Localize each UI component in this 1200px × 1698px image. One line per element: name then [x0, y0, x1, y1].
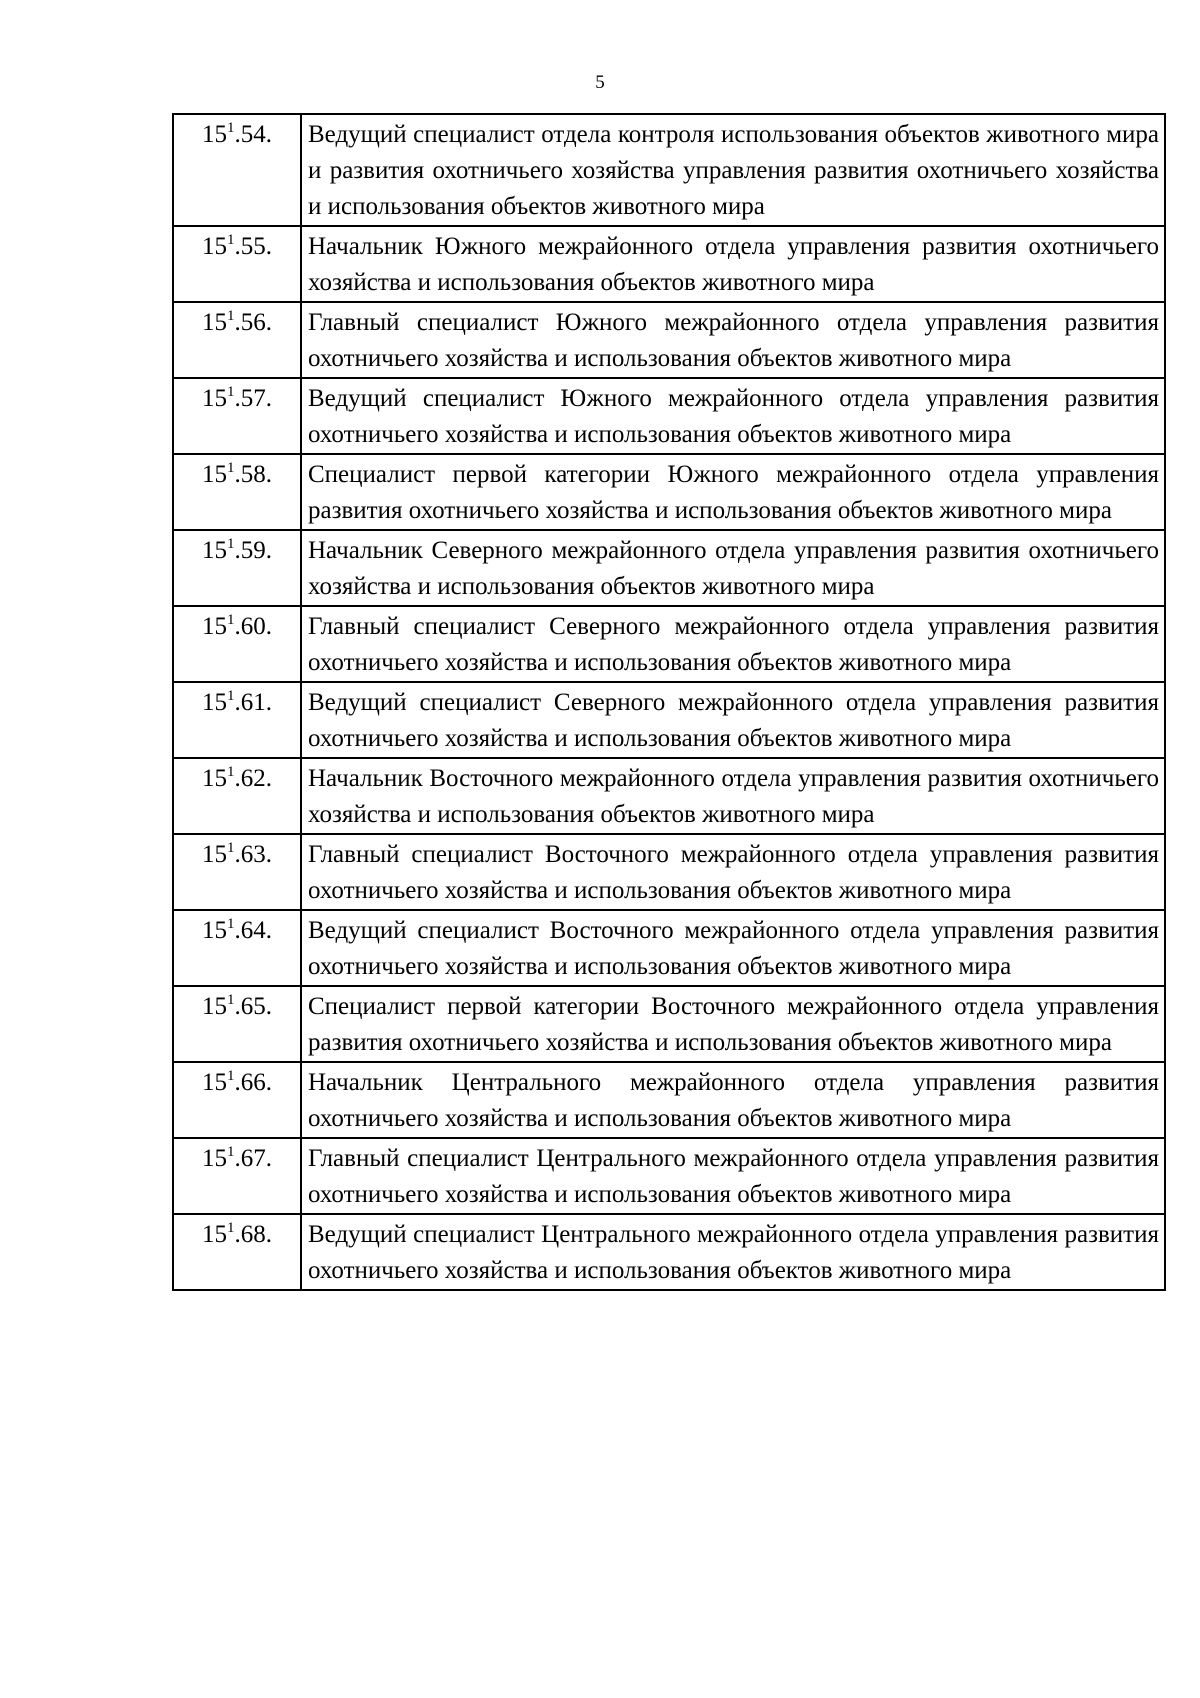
- position-title: Ведущий специалист Центрального межрайонного отдела управления развития охотничьего хозяйства и использования объектов животного мира: [301, 1214, 1165, 1290]
- table-row: [173, 1062, 1165, 1138]
- position-title: Главный специалист Восточного межрайонного отдела управления развития охотничьего хозяйства и использования объектов животного мира: [301, 834, 1165, 910]
- item-number-suffix: .60.: [234, 613, 272, 640]
- item-number-superscript: 1: [227, 384, 235, 400]
- item-number: [173, 910, 301, 986]
- item-number-suffix: .65.: [234, 993, 272, 1020]
- item-number-superscript: 1: [227, 308, 235, 324]
- item-number-main: 15: [202, 537, 227, 564]
- item-number-main: 15: [202, 461, 227, 488]
- table-row: [173, 302, 1165, 378]
- position-title: Начальник Восточного межрайонного отдела управления развития охотничьего хозяйства и использования объектов животного мира: [301, 758, 1165, 834]
- item-number-main: 15: [202, 613, 227, 640]
- item-number: [173, 1214, 301, 1290]
- item-number-superscript: 1: [227, 232, 235, 248]
- table-row: [173, 682, 1165, 758]
- item-number-suffix: .66.: [234, 1069, 272, 1096]
- position-title: Специалист первой категории Южного межрайонного отдела управления развития охотничьего хозяйства и использования объектов животного мира: [301, 454, 1165, 530]
- position-title: Специалист первой категории Восточного межрайонного отдела управления развития охотничьего хозяйства и использования объектов животного мира: [301, 986, 1165, 1062]
- position-title: Начальник Южного межрайонного отдела управления развития охотничьего хозяйства и использования объектов животного мира: [301, 226, 1165, 302]
- page-number: 5: [595, 72, 605, 93]
- item-number-main: 15: [202, 1145, 227, 1172]
- item-number-superscript: 1: [227, 764, 235, 780]
- item-number-suffix: .57.: [234, 385, 272, 412]
- item-number-suffix: .54.: [234, 121, 272, 148]
- item-number: [173, 758, 301, 834]
- item-number-superscript: 1: [227, 840, 235, 856]
- table-row: [173, 378, 1165, 454]
- table-row: [173, 910, 1165, 986]
- positions-table: [172, 113, 1166, 1291]
- item-number: [173, 986, 301, 1062]
- item-number: [173, 606, 301, 682]
- item-number-main: 15: [202, 765, 227, 792]
- item-number-main: 15: [202, 841, 227, 868]
- item-number: [173, 1062, 301, 1138]
- item-number-superscript: 1: [227, 1144, 235, 1160]
- item-number-superscript: 1: [227, 536, 235, 552]
- position-title: Ведущий специалист отдела контроля использования объектов животного мира и развития охотничьего хозяйства управления развития охотничьего хозяйства и использования объектов животного мира: [301, 114, 1165, 226]
- position-title: Главный специалист Центрального межрайонного отдела управления развития охотничьего хозяйства и использования объектов животного мира: [301, 1138, 1165, 1214]
- item-number: [173, 378, 301, 454]
- position-title: Ведущий специалист Восточного межрайонного отдела управления развития охотничьего хозяйства и использования объектов животного мира: [301, 910, 1165, 986]
- item-number-main: 15: [202, 689, 227, 716]
- item-number-superscript: 1: [227, 992, 235, 1008]
- item-number-superscript: 1: [227, 916, 235, 932]
- item-number: [173, 1138, 301, 1214]
- item-number-main: 15: [202, 1221, 227, 1248]
- position-title: Главный специалист Северного межрайонного отдела управления развития охотничьего хозяйства и использования объектов животного мира: [301, 606, 1165, 682]
- table-row: [173, 1214, 1165, 1290]
- item-number-main: 15: [202, 233, 227, 260]
- item-number-main: 15: [202, 993, 227, 1020]
- item-number: [173, 302, 301, 378]
- item-number: [173, 682, 301, 758]
- table-row: [173, 758, 1165, 834]
- position-title: Главный специалист Южного межрайонного отдела управления развития охотничьего хозяйства и использования объектов животного мира: [301, 302, 1165, 378]
- position-title: Начальник Северного межрайонного отдела управления развития охотничьего хозяйства и использования объектов животного мира: [301, 530, 1165, 606]
- item-number-suffix: .67.: [234, 1145, 272, 1172]
- item-number-suffix: .58.: [234, 461, 272, 488]
- item-number-suffix: .63.: [234, 841, 272, 868]
- position-title: Начальник Центрального межрайонного отдела управления развития охотничьего хозяйства и использования объектов животного мира: [301, 1062, 1165, 1138]
- item-number: [173, 834, 301, 910]
- item-number-main: 15: [202, 917, 227, 944]
- item-number-superscript: 1: [227, 1068, 235, 1084]
- item-number-superscript: 1: [227, 460, 235, 476]
- table-row: [173, 1138, 1165, 1214]
- table-row: [173, 834, 1165, 910]
- item-number-suffix: .61.: [234, 689, 272, 716]
- item-number: [173, 454, 301, 530]
- table-body: [173, 114, 1165, 1290]
- table-row: [173, 530, 1165, 606]
- item-number-main: 15: [202, 385, 227, 412]
- table-row: [173, 606, 1165, 682]
- item-number-main: 15: [202, 121, 227, 148]
- item-number: [173, 530, 301, 606]
- table-row: [173, 986, 1165, 1062]
- item-number-suffix: .62.: [234, 765, 272, 792]
- item-number-superscript: 1: [227, 688, 235, 704]
- item-number-suffix: .56.: [234, 309, 272, 336]
- item-number-main: 15: [202, 1069, 227, 1096]
- item-number-suffix: .55.: [234, 233, 272, 260]
- item-number-suffix: .68.: [234, 1221, 272, 1248]
- item-number-suffix: .64.: [234, 917, 272, 944]
- item-number: [173, 114, 301, 226]
- item-number-main: 15: [202, 309, 227, 336]
- table-row: [173, 226, 1165, 302]
- item-number: [173, 226, 301, 302]
- item-number-suffix: .59.: [234, 537, 272, 564]
- item-number-superscript: 1: [227, 120, 235, 136]
- item-number-superscript: 1: [227, 1220, 235, 1236]
- item-number-superscript: 1: [227, 612, 235, 628]
- table-row: [173, 114, 1165, 226]
- position-title: Ведущий специалист Южного межрайонного отдела управления развития охотничьего хозяйства и использования объектов животного мира: [301, 378, 1165, 454]
- position-title: Ведущий специалист Северного межрайонного отдела управления развития охотничьего хозяйства и использования объектов животного мира: [301, 682, 1165, 758]
- table-row: [173, 454, 1165, 530]
